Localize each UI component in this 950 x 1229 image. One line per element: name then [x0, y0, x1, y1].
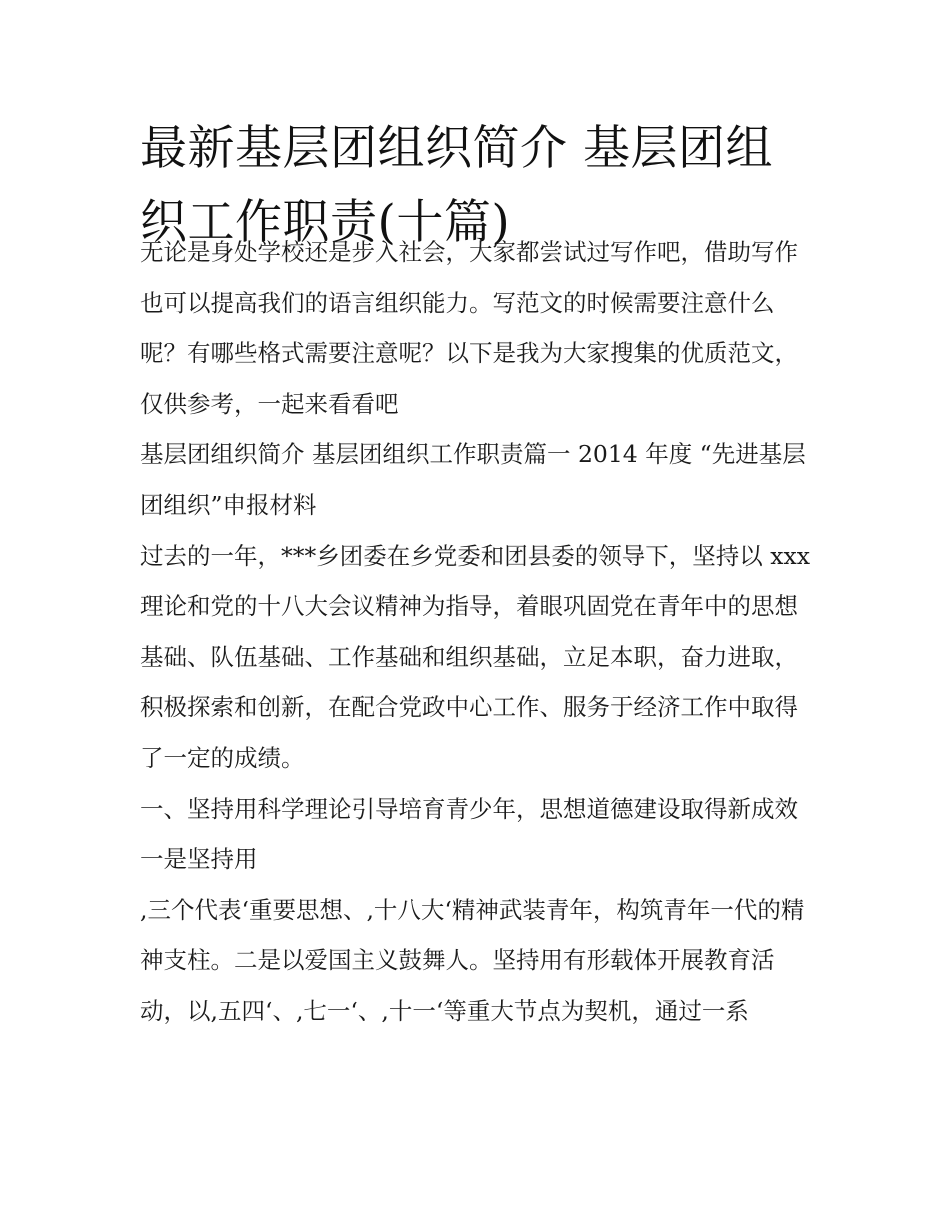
- intro-paragraph: 无论是身处学校还是步入社会，大家都尝试过写作吧，借助写作也可以提高我们的语言组织能力。写范文的时候需要注意什么呢？有哪些格式需要注意呢？以下是我为大家搜集的优质范文，仅供参考，一起来看看吧: [140, 238, 798, 418]
- point-one-detail-paragraph: ,三个代表‘重要思想、,十八大‘精神武装青年，构筑青年一代的精神支柱。二是以爱国主义鼓舞人。坚持用有形载体开展教育活动，以,五四‘、,七一‘、,十一‘等重大节点为契机，通过一系: [140, 895, 805, 1025]
- document-title: 最新基层团组织简介 基层团组织工作职责(十篇): [140, 121, 773, 250]
- point-one-paragraph: 一、坚持用科学理论引导培育青少年，思想道德建设取得新成效 一是坚持用: [140, 794, 798, 874]
- summary-paragraph: 过去的一年，***乡团委在乡党委和团县委的领导下，坚持以 xxx 理论和党的十八大会议精神为指导，着眼巩固党在青年中的思想基础、队伍基础、工作基础和组织基础，立足本职，奋力进取，积极探索和创新，在配合党政中心工作、服务于经济工作中取得了一定的成绩。: [140, 541, 810, 772]
- document-body: [140, 227, 816, 1037]
- section-heading-paragraph: 基层团组织简介 基层团组织工作职责篇一 2014 年度 “先进基层团组织”申报材料: [140, 440, 806, 519]
